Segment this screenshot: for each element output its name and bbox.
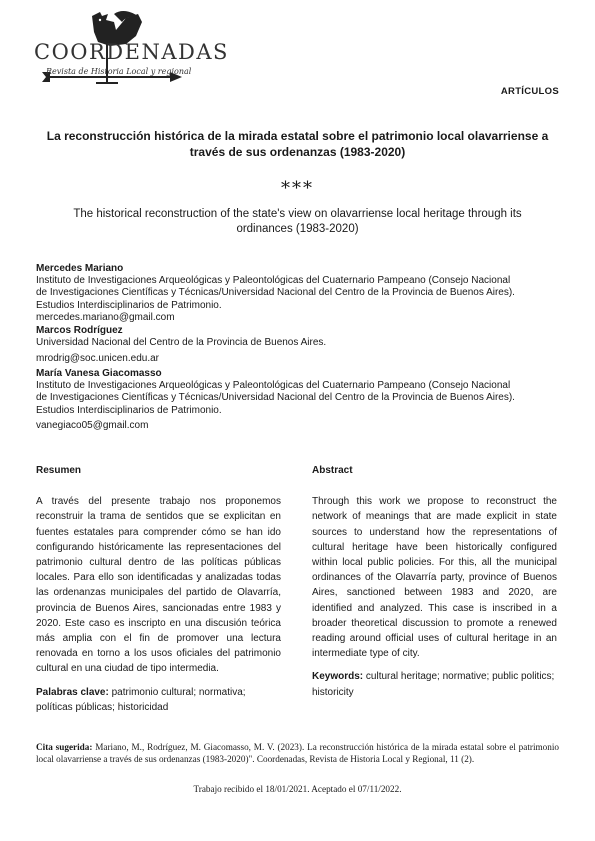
author-name: María Vanesa Giacomasso <box>36 368 162 379</box>
resumen-keywords <box>36 685 281 715</box>
article-title-spanish: La reconstrucción histórica de la mirada estatal sobre el patrimonio local olavarriense a través de sus ordenanzas (1983-2020) <box>46 129 549 159</box>
author-affiliation: Instituto de Investigaciones Arqueológicas y Paleontológicas del Cuaternario Pampeano (Consejo Nacional <box>36 275 511 287</box>
abstract-section <box>312 463 557 700</box>
author-block <box>36 368 566 432</box>
author-name: Marcos Rodríguez <box>36 325 123 336</box>
keywords-text: patrimonio cultural; normativa; políticas públicas; historicidad <box>36 686 246 713</box>
keywords-label: Palabras clave: <box>36 686 109 698</box>
journal-logo <box>30 10 229 88</box>
author-affiliation: Universidad Nacional del Centro de la Provincia de Buenos Aires. <box>36 337 327 349</box>
abstract-keywords <box>312 669 557 699</box>
resumen-section <box>36 463 281 715</box>
author-email[interactable]: mrodrig@soc.unicen.edu.ar <box>36 353 159 365</box>
citation-text: Mariano, M., Rodríguez, M. Giacomasso, M. V. (2023). La reconstrucción histórica de la mirada estatal sobre el patrimonio local olavarriense a través de sus ordenanzas (1983-2020)". Coordenadas, Revista de Historia Local y Regional, 11 (2). <box>36 742 560 765</box>
received-accepted-dates: Trabajo recibido el 18/01/2021. Aceptado el 07/11/2022. <box>193 784 402 794</box>
author-affiliation: Estudios Interdisciplinarios de Patrimonio. <box>36 404 222 416</box>
abstract-body: Through this work we propose to reconstruct the network of meanings that are made explicit in state sources to understand how the representations of cultural heritage have been historically configured within local public policies. For this, all the municipal ordinances of the Olavarría party, province of Buenos Aires, sanctioned between 1983 and 2020, are identified and analyzed. This case is inscribed in a broader theoretical discussion to promote a renewed reading around official uses of cultural heritage in an intermediate type of city. <box>312 496 557 660</box>
logo-subtitle: Revista de Historia Local y regional <box>46 67 192 76</box>
section-label: ARTÍCULOS <box>500 86 559 97</box>
author-affiliation: de Investigaciones Científicas y Técnicas/Universidad Nacional del Centro de la Provincia de Buenos Aires). <box>36 287 515 299</box>
citation-label: Cita sugerida: <box>36 742 93 752</box>
author-email[interactable]: vanegiaco05@gmail.com <box>36 419 149 431</box>
logo-title: COORDENADAS <box>34 40 229 64</box>
article-title-english: The historical reconstruction of the state's view on olavarriense local heritage through its ordinances (1983-2020) <box>73 208 522 235</box>
resumen-body: A través del presente trabajo nos proponemos reconstruir la trama de sentidos que se explicitan en fuentes estatales para comprender cómo se han ido configurando históricamente las representaciones del patrimonio cultural dentro de las políticas públicas locales. Para ello son identificadas y analizadas todas las ordenanzas municipales del partido de Olavarría, provincia de Buenos Aires, sancionadas entre 1983 y 2020. Este caso es inscripto en una discusión teórica más amplia con el fin de promover una lectura renovada en torno a los usos oficiales del patrimonio cultural en una ciudad de tipo intermedia. <box>36 496 281 675</box>
keywords-text: cultural heritage; normative; public politics; historicity <box>312 671 555 698</box>
resumen-heading: Resumen <box>36 465 82 476</box>
author-affiliation: Estudios Interdisciplinarios de Patrimonio. <box>36 299 222 311</box>
keywords-label: Keywords: <box>312 671 364 683</box>
author-block <box>36 325 566 366</box>
abstract-heading: Abstract <box>312 465 353 476</box>
author-name: Mercedes Mariano <box>36 263 124 274</box>
title-separator: *** <box>281 178 314 199</box>
author-affiliation: de Investigaciones Científicas y Técnicas/Universidad Nacional del Centro de la Provincia de Buenos Aires). <box>36 392 515 404</box>
author-email[interactable]: mercedes.mariano@gmail.com <box>36 311 175 323</box>
suggested-citation <box>36 741 559 766</box>
author-affiliation: Instituto de Investigaciones Arqueológicas y Paleontológicas del Cuaternario Pampeano (Consejo Nacional <box>36 380 511 392</box>
author-block <box>36 263 566 324</box>
